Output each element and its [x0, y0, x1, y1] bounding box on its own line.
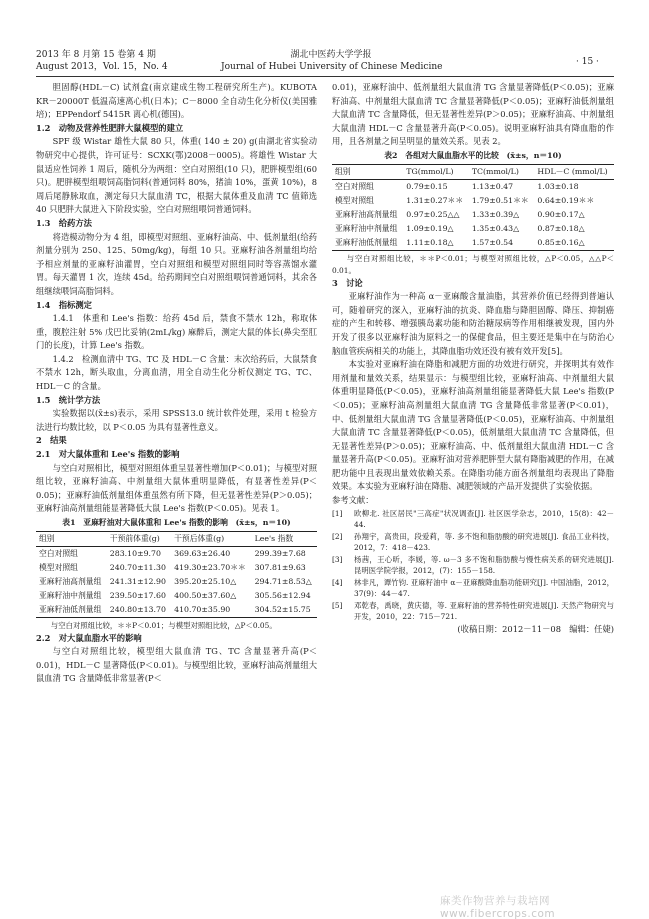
table-row — [36, 589, 317, 603]
table-cell: 307.81±9.63 — [254, 562, 306, 572]
table-cell: 0.97±0.25△△ — [406, 209, 460, 219]
table-cell: 400.50±37.60△ — [174, 590, 237, 600]
reference-number: [1] — [332, 508, 343, 518]
reference-list — [332, 508, 614, 623]
table-cell: 空白对照组 — [335, 181, 374, 191]
reference-number: [5] — [332, 600, 343, 610]
reference-item — [332, 577, 614, 600]
paragraph: 将造模动物分为 4 组，即模型对照组、亚麻籽油高、中、低剂量组(给药剂量分别为 250、125、50mg/kg)，每组 10 只。亚麻籽油各剂量组均给予相应剂量的亚麻籽油灌胃，空白对照组和模型对照组同时等容蒸馏水灌胃。每天灌胃 1 次，连续 45d。给药期间空白对照组喂饲普通饲料，其余各组继续喂饲高脂饲料。 — [36, 231, 317, 296]
paragraph: 本实验对亚麻籽油在降脂和减肥方面的功效进行研究，并探明其有效作用剂量和量效关系，结果显示：与模型组比较，亚麻籽油高、中剂量组大鼠体重明显降低(P＜0.05)，亚麻籽油高剂量组能显著降低大鼠 Lee's 指数(P＜0.05)；亚麻籽油高剂量组大鼠血清 TG 含量降低非常显著(P＜0.01)，中、低剂量组大鼠血清 TG 含量显著降低(P＜0.05)，亚麻籽油高、中剂量组大鼠血清 TC 含量显著降低(P＜0.05)，低剂量组大鼠血清 TC 含量降低，但无显著性差异(P＞0.05)；亚麻籽油高、中、低剂量组大鼠血清 HDL－C 含量显著升高(P＜0.05)。亚麻籽油对营养肥胖型大鼠有降脂减肥的作用，在减肥功能中且表现出量效依赖关系。在降脂功能方面各剂量组均表现出了降脂效果。本实验为亚麻籽油在降脂、减肥领域的产品开发提供了实验依据。 — [332, 359, 614, 492]
table-row — [332, 236, 614, 251]
table-header-cell: 组别 — [332, 164, 403, 179]
paragraph: SPF 级 Wistar 雄性大鼠 80 只，体重( 140 ± 20) g(由湖北省实验动物研究中心提供，许可证号：SCXK(鄂)2008－0005)。将雄性 Wistar 大鼠适应性饲养 1 周后，随机分为两组：空白对照组(10 只)，肥胖模型组(60 只)。肥胖模型组喂饲高脂饲料(普通饲料 80%，猪油 10%，蛋黄 10%)，8 周后尾静脉取血，测定每只大鼠血清 TC，根据大鼠体重及血清 TC 值筛选 40 只肥胖大鼠进入下阶段实验，空白对照组喂饲普通饲料。 — [36, 136, 317, 215]
table-row — [332, 222, 614, 236]
table-cell: 240.80±13.70 — [107, 603, 171, 618]
table-caption: 表2 各组对大鼠血脂水平的比较 (x̄±s，n＝10) — [384, 150, 562, 160]
table-header-cell: 干预后体重(g) — [171, 531, 251, 546]
table-row — [332, 179, 614, 194]
journal-title-cn: 湖北中医药大学学报 — [290, 50, 372, 60]
reference-item — [332, 554, 614, 577]
table-cell: 283.10±9.70 — [109, 548, 161, 558]
table-cell: 0.87±0.18△ — [537, 223, 585, 233]
table-row — [332, 194, 614, 208]
page-number: · 15 · — [576, 57, 599, 67]
table-header-cell: TC(mmol/L) — [469, 164, 535, 179]
table-cell: 亚麻籽油中剂量组 — [39, 590, 102, 600]
paragraph: 胆固醇(HDL－C) 试剂盒(南京建成生物工程研究所生产)。KUBOTA KR－20000T 低温高速离心机(日本)；C－8000 全自动生化分析仪(美国雅培)；EPPendorf 5415R 离心机(德国)。 — [36, 82, 317, 120]
table-cell: 1.11±0.18△ — [403, 236, 469, 251]
table-cell: 305.56±12.94 — [254, 590, 311, 600]
paragraph: 1.4.1 体重和 Lee's 指数：给药 45d 后，禁食不禁水 12h，称取体重，腹腔注射 5% 戊巴比妥钠(2mL/kg) 麻醉后，测定大鼠的体长(鼻尖至肛门的长度)，计算 Lee's 指数。 — [36, 313, 317, 351]
reference-number: [4] — [332, 577, 343, 587]
reference-text: 杨茜，王心昕，李媛，等. ω－3 多不饱和脂肪酸与慢性病关系的研究进展[J]. 昆明医学院学报，2012，(7)：155－158. — [354, 554, 614, 576]
references-title: 参考文献： — [332, 495, 374, 506]
section-heading: 2.1 对大鼠体重和 Lee's 指数的影响 — [36, 449, 180, 460]
table-cell: 模型对照组 — [39, 562, 78, 572]
reference-text: 孙翔宇，高贵田，段爱莉，等. 多不饱和脂肪酸的研究进展[J]. 食品工业科技，2012，7：418－423. — [354, 531, 614, 553]
table-cell: 1.03±0.18 — [537, 181, 579, 191]
table-cell: 1.13±0.47 — [471, 181, 514, 191]
section-heading: 2.2 对大鼠血脂水平的影响 — [36, 632, 142, 643]
table-cell: 299.39±7.68 — [254, 548, 306, 558]
reference-item — [332, 508, 614, 531]
table-cell: 419.30±23.70＊＊ — [174, 562, 246, 572]
table-cell: 1.79±0.51＊＊ — [471, 195, 529, 205]
table-cell: 304.52±15.75 — [252, 603, 317, 618]
table-note: 与空白对照组比较，＊＊P＜0.01；与模型对照组比较，△P＜0.05，△△P＜0.01。 — [332, 253, 614, 275]
table-cell: 0.79±0.15 — [406, 181, 448, 191]
journal-issue-en: August 2013，Vol. 15，No. 4 — [36, 62, 168, 72]
journal-issue-cn: 2013 年 8 月第 15 卷第 4 期 — [36, 50, 156, 60]
section-heading: 1.4 指标测定 — [36, 299, 92, 310]
table-cell: 410.70±35.90 — [171, 603, 251, 618]
table-cell: 241.31±12.90 — [109, 576, 166, 586]
section-heading: 2 结果 — [36, 435, 67, 446]
table-header-cell: 组别 — [36, 531, 107, 546]
table-row — [332, 208, 614, 222]
table-cell: 369.63±26.40 — [174, 548, 231, 558]
paragraph: 1.4.2 检测血清中 TG、TC 及 HDL－C 含量：末次给药后，大鼠禁食不禁水 12h，断头取血，分离血清，用全自动生化分析仪测定 TG、TC、HDL－C 的含量。 — [36, 353, 317, 392]
table-header-cell: Lee's 指数 — [252, 531, 317, 546]
table-cell: 0.85±0.16△ — [534, 236, 614, 251]
table-1 — [36, 531, 317, 618]
section-heading: 1.2 动物及营养性肥胖大鼠模型的建立 — [36, 122, 184, 133]
table-cell: 亚麻籽油低剂量组 — [332, 236, 403, 251]
reference-text: 欧柳北. 社区居民"三高症"状况调查[J]. 社区医学杂志，2010，15(8)：42－44. — [354, 508, 614, 530]
table-cell: 亚麻籽油高剂量组 — [335, 209, 398, 219]
table-caption: 表1 亚麻籽油对大鼠体重和 Lee's 指数的影响 (x̄±s，n＝10) — [62, 518, 291, 527]
reference-item — [332, 600, 614, 623]
table-cell: 0.90±0.17△ — [537, 209, 585, 219]
paragraph: 实验数据以(x̄±s)表示，采用 SPSS13.0 统计软件处理，采用 t 检验方法进行均数比较，以 P＜0.05 为具有显著性意义。 — [36, 408, 317, 432]
reference-number: [3] — [332, 554, 343, 564]
reference-text: 林非凡，谭竹钧. 亚麻籽油中 α－亚麻酸降血脂功能研究[J]. 中国油脂，2012，37(9)：44－47. — [354, 577, 614, 599]
table-cell: 240.70±11.30 — [109, 562, 166, 572]
table-row — [36, 561, 317, 575]
table-2 — [332, 164, 614, 251]
section-heading: 1.5 统计学方法 — [36, 394, 101, 405]
table-cell: 0.64±0.19＊＊ — [537, 195, 595, 205]
table-row — [36, 575, 317, 589]
paragraph: 0.01)，亚麻籽油中、低剂量组大鼠血清 TG 含量显著降低(P＜0.05)；亚麻籽油高、中剂量组大鼠血清 TC 含量显著降低(P＜0.05)；亚麻籽油低剂量组大鼠血清 TC 含量降低，但无显著性差异(P＞0.05)；亚麻籽油高、中剂量组大鼠血清 HDL－C 含量显著升高(P＜0.05)。说明亚麻籽油具有降血脂的作用，且各剂量之间呈明显的量效关系。见表 2。 — [332, 82, 614, 147]
table-cell: 1.31±0.27＊＊ — [406, 195, 464, 205]
table-cell: 亚麻籽油低剂量组 — [36, 603, 107, 618]
section-heading: 3 讨论 — [332, 277, 363, 288]
table-note: 与空白对照组比较，＊＊P＜0.01；与模型对照组比较，△P＜0.05。 — [50, 620, 277, 630]
table-header-cell: 干预前体重(g) — [107, 531, 171, 546]
table-header-cell: TG(mmol/L) — [403, 164, 469, 179]
journal-title-en: Journal of Hubei University of Chinese Medicine — [221, 62, 443, 72]
table-cell: 1.57±0.54 — [469, 236, 535, 251]
table-cell: 亚麻籽油高剂量组 — [39, 576, 102, 586]
paragraph: 与空白对照组比较，模型组大鼠血清 TG、TC 含量显著升高(P＜0.01)，HDL－C 显著降低(P＜0.01)。与模型组比较，亚麻籽油高剂量组大鼠血清 TG 含量降低非常显著(P＜ — [36, 646, 317, 684]
right-column — [332, 81, 614, 636]
paragraph: 亚麻籽油作为一种高 α－亚麻酸含量油脂，其营养价值已经得到普遍认可，随着研究的深入，亚麻籽油的抗炎、降血脂与降胆固醇、降压、抑制癌症的产生和转移、增强胰岛素功能和防治糖尿病等作用相继被发现，国内外开发了很多以亚麻籽油为原料之一的保健食品，但主要还是集中在与防治心脑血管疾病相关的功能上，其降血脂功效还没有被有效开发[5]。 — [332, 291, 614, 356]
section-heading: 1.3 给药方法 — [36, 217, 92, 228]
table-cell: 294.71±8.53△ — [254, 576, 312, 586]
table-cell: 395.20±25.10△ — [174, 576, 237, 586]
table-cell: 空白对照组 — [39, 548, 78, 558]
table-row — [36, 546, 317, 561]
reference-number: [2] — [332, 531, 343, 541]
table-cell: 1.35±0.43△ — [471, 223, 520, 233]
header-rule — [36, 76, 614, 77]
table-cell: 239.50±17.60 — [109, 590, 166, 600]
reference-item — [332, 531, 614, 554]
table-cell: 模型对照组 — [335, 195, 374, 205]
table-cell: 1.09±0.19△ — [406, 223, 454, 233]
reference-text: 邓乾春，禹晓，黄庆德，等. 亚麻籽油的营养特性研究进展[J]. 天然产物研究与开发，2010，22：715－721. — [354, 600, 614, 622]
table-cell: 1.33±0.39△ — [471, 209, 520, 219]
site-watermark: 麻类作物营养与栽培网 www.fibercrops.com — [440, 895, 561, 919]
table-cell: 亚麻籽油中剂量组 — [335, 223, 398, 233]
left-column — [36, 81, 317, 686]
table-row — [36, 603, 317, 618]
received-date: (收稿日期：2012－11－08 编辑：任婕) — [457, 623, 614, 634]
paragraph: 与空白对照相比，模型对照组体重呈显著性增加(P＜0.01)；与模型对照组比较，亚麻籽油高、中剂量组大鼠体重明显降低，有显著性差异(P＜0.05)；亚麻籽油低剂量组体重虽然有所下降，但无显著性差异(P＞0.05)；亚麻籽油高剂量组能显著降低大鼠 Lee's 指数(P＜0.05)。见表 1。 — [36, 462, 317, 514]
table-header-cell: HDL－C (mmol/L) — [534, 164, 614, 179]
